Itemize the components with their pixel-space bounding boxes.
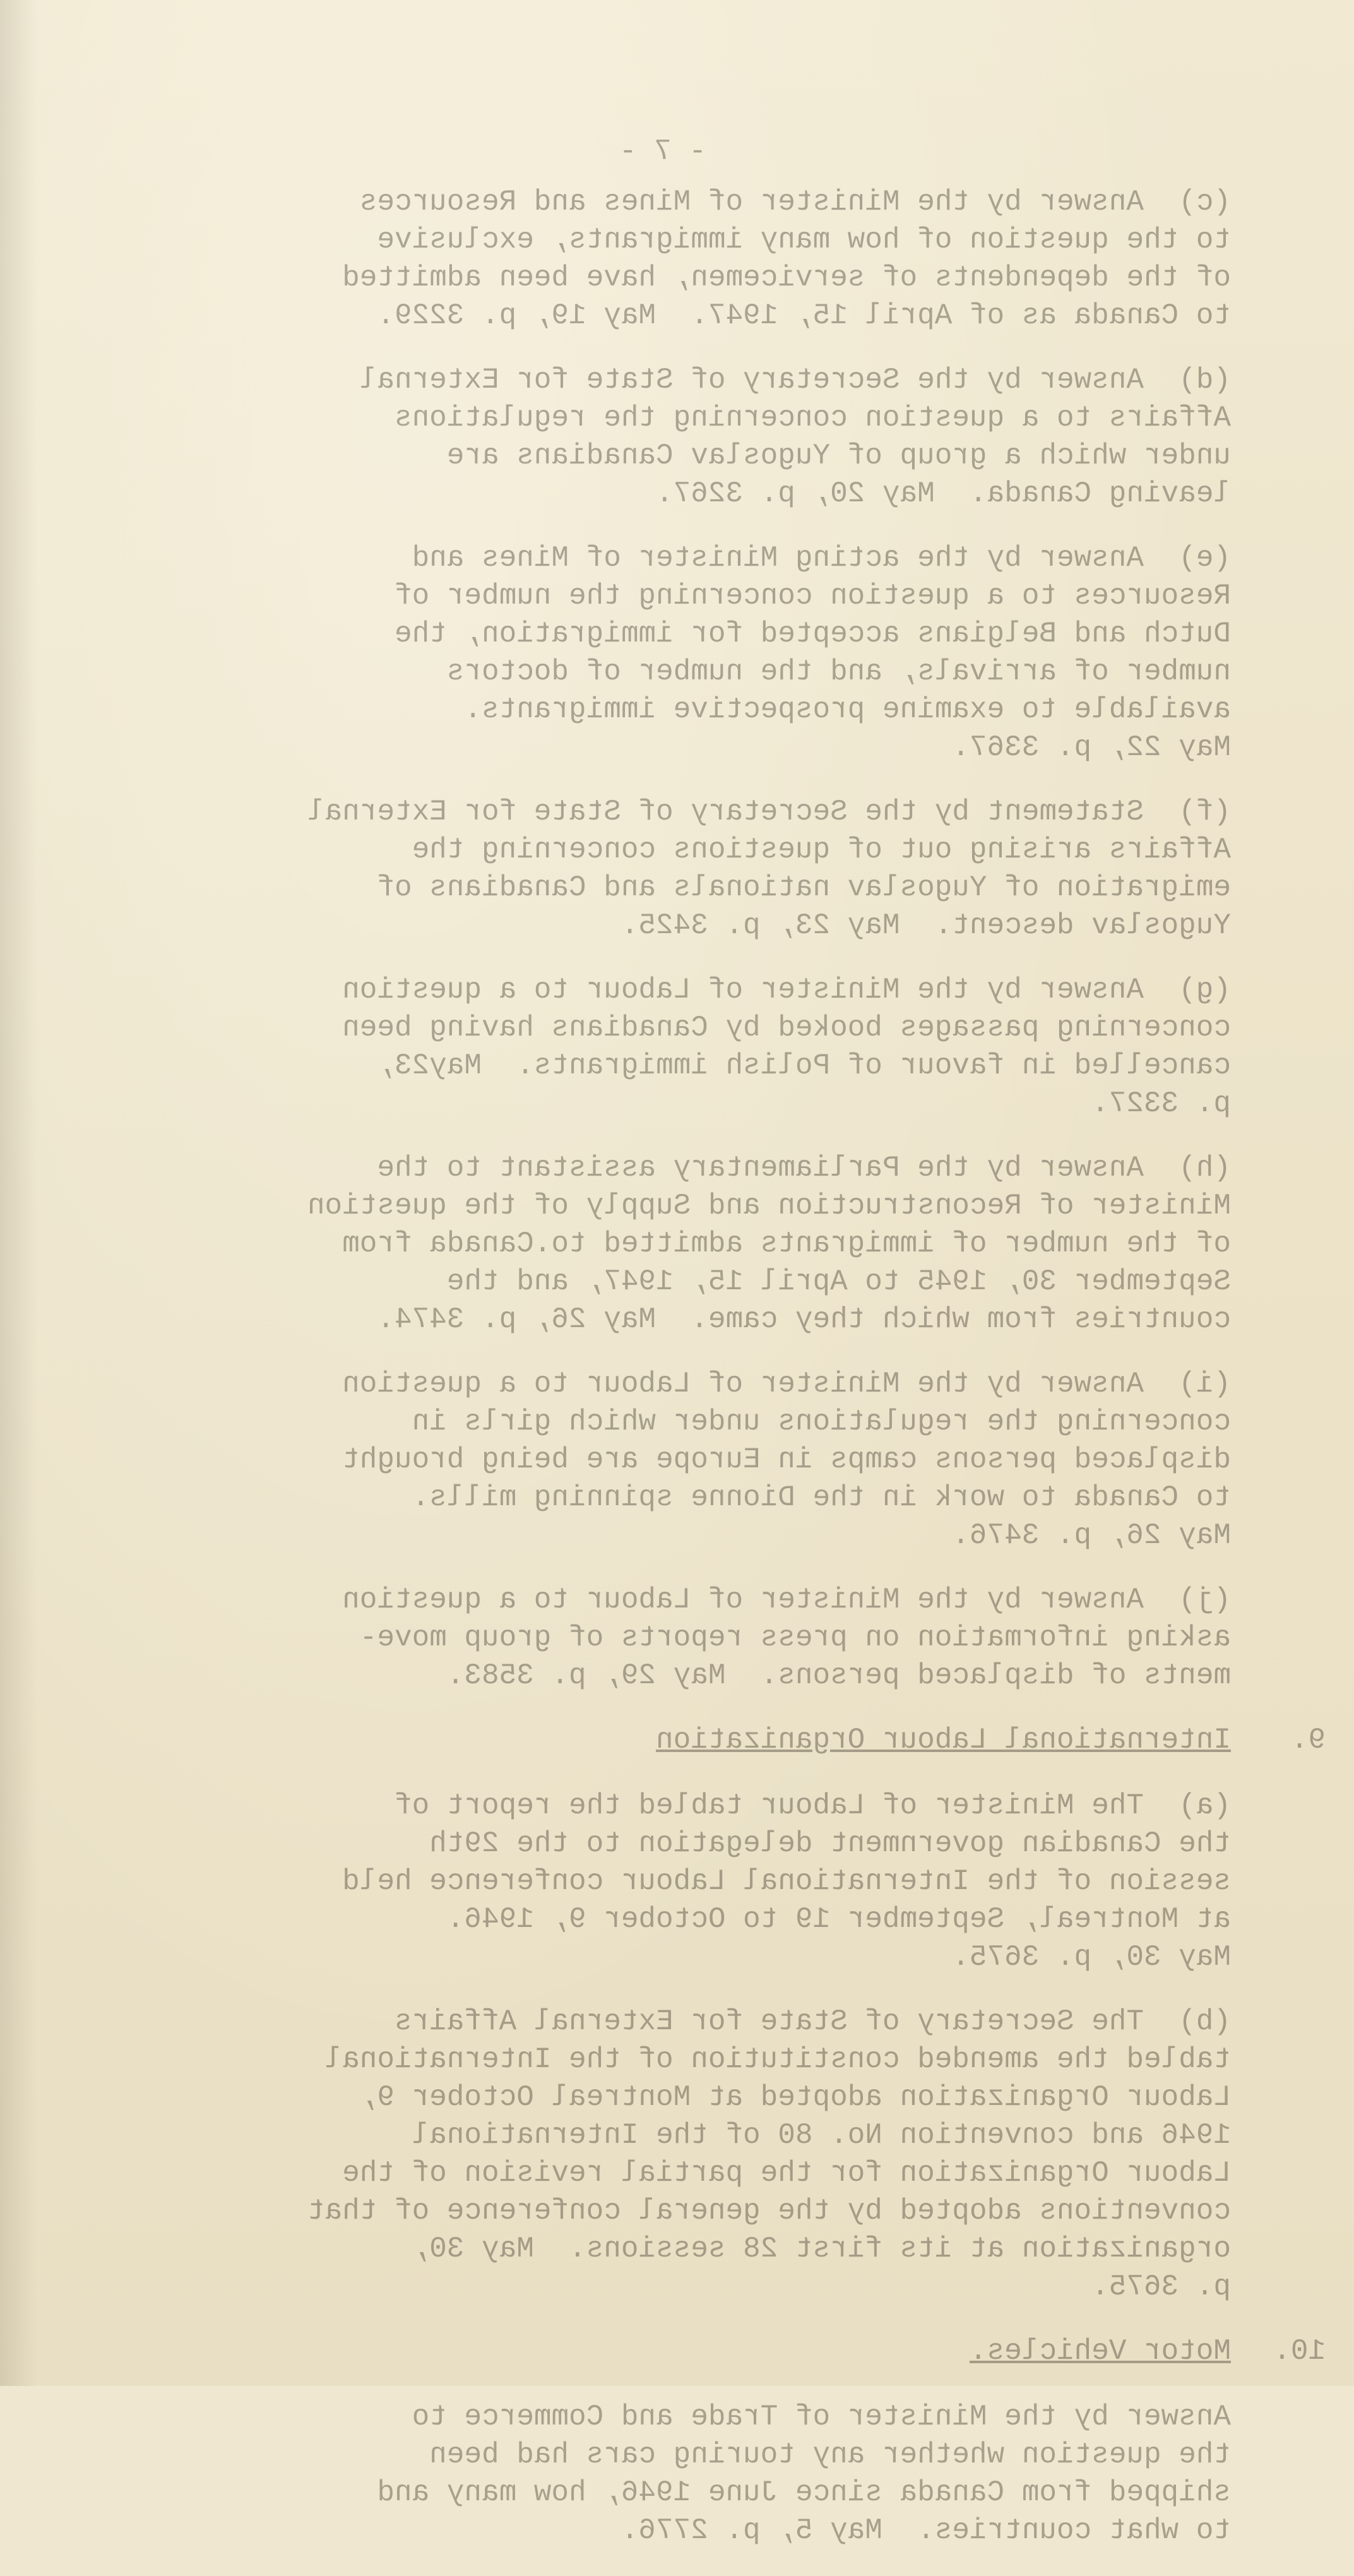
entry-i (95, 1365, 1231, 1554)
text-line: at Montreal, September 19 to October 9, 1946. (446, 1903, 1231, 1936)
entry-b (95, 2003, 1231, 2306)
text-line: the question whether any touring cars had been (429, 2438, 1231, 2471)
text-line: May 30, p. 3675. (952, 1941, 1231, 1974)
section-10-entry (95, 2398, 1231, 2549)
text-line: the Canadian government delegation to the 29th (429, 1827, 1231, 1860)
text-line: (d) Answer by the Secretary of State for External (359, 364, 1231, 397)
document-text (95, 133, 1326, 2576)
text-line: (a) The Minister of Labour tabled the report of (394, 1789, 1231, 1822)
text-line: September 30, 1945 to April 15, 1947, and the (446, 1265, 1231, 1298)
text-line: number of arrivals, and the number of doctors (446, 655, 1231, 688)
entry-c (95, 183, 1231, 335)
text-line: cancelled in favour of Polish immigrants. May23, (377, 1049, 1231, 1082)
entry-g (95, 971, 1231, 1123)
text-line: displaced persons camps in Europe are being brought (342, 1443, 1231, 1476)
text-line: (j) Answer by the Minister of Labour to a question (342, 1583, 1231, 1616)
section-title: Motor Vehicles. (969, 2335, 1231, 2368)
text-line: Minister of Reconstruction and Supply of the question (307, 1190, 1231, 1222)
section-10 (95, 2332, 1326, 2370)
text-line: May 22, p. 3367. (952, 731, 1231, 764)
text-line: 1946 and convention No. 80 of the International (412, 2119, 1231, 2152)
text-line: p. 3675. (1091, 2270, 1231, 2303)
text-line: of the dependents of servicemen, have been admitted (342, 261, 1231, 294)
text-line: Dutch and Belgians accepted for immigration, the (394, 617, 1231, 650)
text-line: to what countries. May 5, p. 2776. (621, 2514, 1231, 2547)
text-line: (i) Answer by the Minister of Labour to a question (342, 1368, 1231, 1400)
text-line: Labour Organization for the partial revision of the (342, 2157, 1231, 2190)
text-line: ments of displaced persons. May 29, p. 3583. (446, 1659, 1231, 1692)
text-line: to the question of how many immigrants, exclusive (377, 224, 1231, 256)
text-line: (g) Answer by the Minister of Labour to a question (342, 974, 1231, 1006)
text-line: Yugoslav descent. May 23, p. 3425. (621, 909, 1231, 942)
text-line: under which a group of Yugoslav Canadians are (446, 439, 1231, 472)
text-line: asking information on press reports of group move- (359, 1621, 1231, 1654)
text-line: organization at its first 28 sessions. May 30, (412, 2233, 1231, 2265)
text-line: (h) Answer by the Parliamentary assistant to the (377, 1152, 1231, 1184)
text-line: Labour Organization adopted at Montreal October 9, (359, 2081, 1231, 2114)
text-line: available to examine prospective immigrants. (464, 693, 1231, 726)
section-title: International Labour Organization (656, 1724, 1231, 1756)
text-line: shipped from Canada since June 1946, how many and (377, 2476, 1231, 2509)
text-line: conventions adopted by the general conference of that (307, 2195, 1231, 2227)
text-line: Answer by the Minister of Trade and Commerce to (412, 2400, 1231, 2433)
page-number: - 7 - (619, 135, 707, 168)
section-number: 10. (1273, 2335, 1326, 2368)
entry-d (95, 361, 1231, 513)
text-line: to Canada to work in the Dionne spinning mills. (412, 1481, 1231, 1514)
text-line: countries from which they came. May 26, p. 3474. (377, 1303, 1231, 1336)
entry-e (95, 539, 1231, 766)
text-line: session of the International Labour conference held (342, 1865, 1231, 1898)
section-9-entries (95, 1787, 1231, 2306)
section-9 (95, 1721, 1326, 1759)
section-8-entries (95, 183, 1231, 1695)
text-line: leaving Canada. May 20, p. 3267. (656, 477, 1231, 510)
text-line: concerning passages booked by Canadians having been (342, 1011, 1231, 1044)
entry-f (95, 793, 1231, 945)
text-line: Affairs to a question concerning the regulations (394, 402, 1231, 434)
section-number: 9. (1290, 1724, 1326, 1756)
text-line: Affairs arising out of questions concerning the (412, 833, 1231, 866)
entry-a (95, 1787, 1231, 1976)
text-line: p. 3327. (1091, 1087, 1231, 1120)
text-line: (f) Statement by the Secretary of State for External (307, 796, 1231, 828)
text-line: of the number of immigrants admitted to.Canada from (342, 1227, 1231, 1260)
text-line: to Canada as of April 15, 1947. May 19, p. 3229. (377, 299, 1231, 332)
text-line: May 26, p. 3476. (952, 1519, 1231, 1552)
text-line: emigration of Yugoslav nationals and Canadians of (377, 871, 1231, 904)
entry-j (95, 1581, 1231, 1695)
text-line: tabled the amended constitution of the International (324, 2043, 1231, 2076)
entry-h (95, 1149, 1231, 1339)
text-line: Resources to a question concerning the number of (394, 580, 1231, 612)
text-line: concerning the regulations under which girls in (412, 1405, 1231, 1438)
text-line: (c) Answer by the Minister of Mines and Resources (359, 186, 1231, 218)
text-line: (e) Answer by the acting Minister of Mines and (412, 542, 1231, 575)
text-line: (b) The Secretary of State for External Affairs (394, 2005, 1231, 2038)
